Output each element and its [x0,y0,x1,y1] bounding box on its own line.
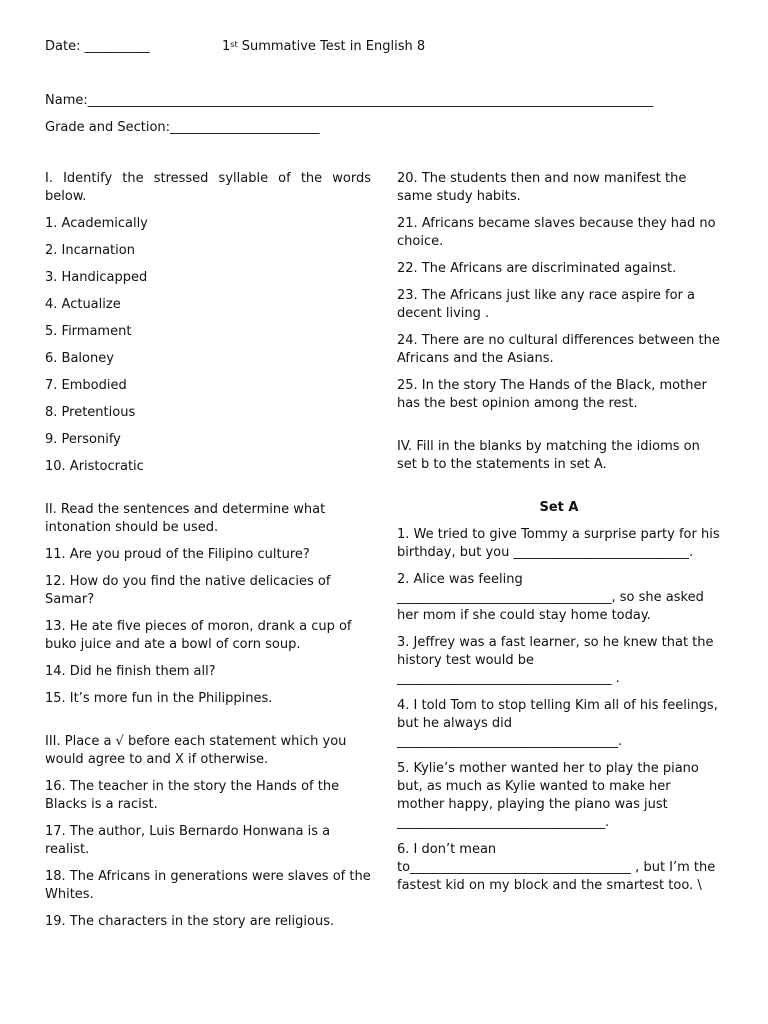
test-title: 1st Summative Test in English 8 [222,39,426,54]
left-column [45,170,371,940]
list-item: 2. Incarnation [45,243,135,258]
list-item: 20. The students then and now manifest the same study habits. [397,171,687,204]
list-item: 19. The characters in the story are religious. [45,914,335,929]
right-column [397,170,721,904]
list-item: 4. Actualize [45,297,121,312]
list-item: 18. The Africans in generations were slaves of the Whites. [45,869,371,902]
list-item: 1. We tried to give Tommy a surprise party for his birthday, but you ___________________________. [397,527,720,560]
list-item: 11. Are you proud of the Filipino culture? [45,547,310,562]
list-item: 24. There are no cultural differences between the Africans and the Asians. [397,333,720,366]
list-item: 6. I don’t mean to__________________________________ , but I’m the fastest kid on my block and the smartest too. \ [397,842,716,893]
list-item: 17. The author, Luis Bernardo Honwana is a realist. [45,824,331,857]
list-item: 4. I told Tom to stop telling Kim all of his feelings, but he always did __________________________________. [397,698,718,749]
section3-instruction: III. Place a √ before each statement which you would agree to and X if otherwise. [45,734,347,767]
list-item: 6. Baloney [45,351,114,366]
section1-instruction: I. Identify the stressed syllable of the words below. [45,171,371,204]
list-item: 7. Embodied [45,378,127,393]
list-item: 15. It’s more fun in the Philippines. [45,691,273,706]
list-item: 22. The Africans are discriminated against. [397,261,677,276]
list-item: 3. Jeffrey was a fast learner, so he knew that the history test would be _________________________________ . [397,635,714,686]
list-item: 9. Personify [45,432,121,447]
list-item: 10. Aristocratic [45,459,144,474]
list-item: 23. The Africans just like any race aspire for a decent living . [397,288,695,321]
list-item: 21. Africans became slaves because they had no choice. [397,216,716,249]
list-item: 8. Pretentious [45,405,136,420]
list-item: 13. He ate five pieces of moron, drank a cup of buko juice and ate a bowl of corn soup. [45,619,352,652]
list-item: 3. Handicapped [45,270,148,285]
list-item: 1. Academically [45,216,148,231]
section2-instruction: II. Read the sentences and determine what intonation should be used. [45,502,326,535]
list-item: 12. How do you find the native delicacies of Samar? [45,574,331,607]
list-item: 2. Alice was feeling _________________________________, so she asked her mom if she could stay home today. [397,572,704,623]
list-item: 5. Kylie’s mother wanted her to play the piano but, as much as Kylie wanted to make her mother happy, playing the piano was just ________________________________. [397,761,699,830]
section4-instruction: IV. Fill in the blanks by matching the idioms on set b to the statements in set A. [397,439,700,472]
list-item: 5. Firmament [45,324,132,339]
set-a-heading: Set A [539,500,579,515]
list-item: 14. Did he finish them all? [45,664,216,679]
name-field: Name:_______________________________________________________________________________________ [45,93,654,108]
list-item: 25. In the story The Hands of the Black, mother has the best opinion among the rest. [397,378,707,411]
date-field: Date: __________ [45,39,150,54]
grade-section-field: Grade and Section:_______________________ [45,120,320,135]
list-item: 16. The teacher in the story the Hands of the Blacks is a racist. [45,779,340,812]
